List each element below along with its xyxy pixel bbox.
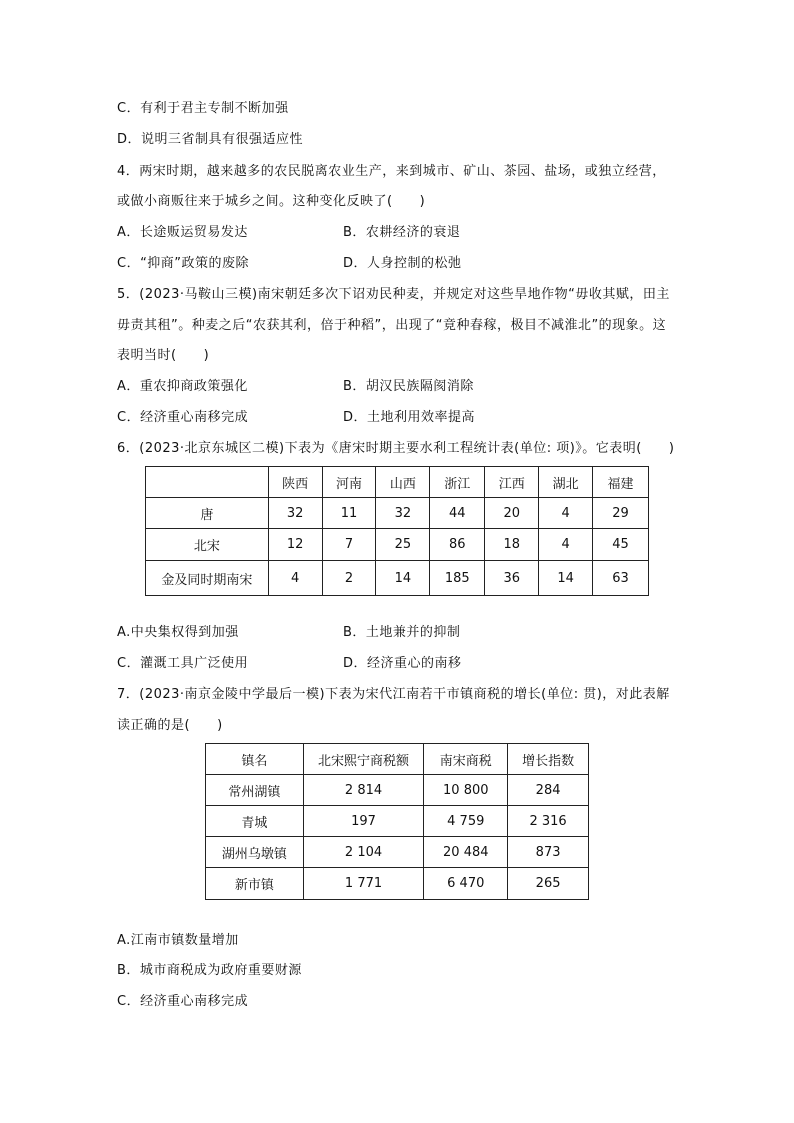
q6-cell: 32	[376, 498, 430, 529]
table-row	[146, 498, 649, 529]
q7-cell: 265	[508, 868, 589, 900]
q4-stem-line2: 或做小商贩往来于城乡之间。这种变化反映了( )	[117, 194, 426, 209]
q6-header-cell: 湖北	[539, 467, 593, 498]
q7-cell: 新市镇	[206, 868, 304, 900]
q6-header-cell: 福建	[593, 467, 649, 498]
q6-header-cell: 河南	[322, 467, 376, 498]
q6-cell: 2	[322, 561, 376, 596]
q6-cell: 北宋	[146, 529, 269, 561]
q7-table-header-row	[206, 744, 589, 775]
table-row	[146, 529, 649, 561]
q7-header-cell: 增长指数	[508, 744, 589, 775]
q6-cell: 7	[322, 529, 376, 561]
q5-stem-line3: 表明当时( )	[117, 348, 210, 363]
q6-cell: 14	[376, 561, 430, 596]
q4-option-d: D．人身控制的松弛	[343, 256, 462, 271]
q6-cell: 32	[268, 498, 322, 529]
q6-cell: 18	[485, 529, 539, 561]
q7-cell: 4 759	[424, 806, 508, 837]
q6-cell: 63	[593, 561, 649, 596]
q7-table	[205, 743, 589, 900]
table-row	[206, 868, 589, 900]
q6-cell: 4	[539, 529, 593, 561]
q5-stem-line1: 5．(2023·马鞍山三模)南宋朝廷多次下诏劝民种麦，并规定对这些旱地作物“毋收其赋，田主	[117, 287, 670, 302]
q6-option-a: A.中央集权得到加强	[117, 625, 239, 640]
q6-option-c: C．灌溉工具广泛使用	[117, 656, 249, 671]
q4-option-a: A．长途贩运贸易发达	[117, 225, 248, 240]
q7-option-a: A.江南市镇数量增加	[117, 933, 239, 948]
q7-cell: 2 104	[303, 837, 424, 868]
q5-option-d: D．土地利用效率提高	[343, 410, 476, 425]
q6-cell: 44	[430, 498, 485, 529]
q6-option-b: B．土地兼并的抑制	[343, 625, 461, 640]
q7-stem-line1: 7．(2023·南京金陵中学最后一模)下表为宋代江南若干市镇商税的增长(单位: 贯)，对此表解	[117, 687, 670, 702]
q7-cell: 10 800	[424, 775, 508, 806]
q6-cell: 45	[593, 529, 649, 561]
q6-cell: 12	[268, 529, 322, 561]
q6-header-cell	[146, 467, 269, 498]
table-row	[206, 775, 589, 806]
q7-stem-line2: 读正确的是( )	[117, 718, 223, 733]
q7-option-b: B．城市商税成为政府重要财源	[117, 963, 302, 978]
q4-option-b: B．农耕经济的衰退	[343, 225, 461, 240]
q6-cell: 金及同时期南宋	[146, 561, 269, 596]
q7-cell: 1 771	[303, 868, 424, 900]
q7-option-c: C．经济重心南移完成	[117, 994, 249, 1009]
q7-cell: 284	[508, 775, 589, 806]
q7-cell: 2 814	[303, 775, 424, 806]
q6-cell: 11	[322, 498, 376, 529]
q5-option-a: A．重农抑商政策强化	[117, 379, 248, 394]
q6-cell: 4	[539, 498, 593, 529]
q6-cell: 25	[376, 529, 430, 561]
q7-header-cell: 南宋商税	[424, 744, 508, 775]
q4-stem-line1: 4．两宋时期，越来越多的农民脱离农业生产，来到城市、矿山、茶园、盐场，或独立经营，	[117, 164, 666, 179]
q6-cell: 29	[593, 498, 649, 529]
q7-cell: 湖州乌墩镇	[206, 837, 304, 868]
q5-option-b: B．胡汉民族隔阂消除	[343, 379, 474, 394]
q6-header-cell: 陕西	[268, 467, 322, 498]
q7-cell: 2 316	[508, 806, 589, 837]
q7-cell: 青城	[206, 806, 304, 837]
q4-option-c: C．“抑商”政策的废除	[117, 256, 250, 271]
q5-option-c: C．经济重心南移完成	[117, 410, 249, 425]
q7-cell: 常州湖镇	[206, 775, 304, 806]
q5-stem-line2: 毋责其租”。种麦之后“农获其利，倍于种稻”，出现了“竟种春稼，极目不减淮北”的现象。这	[117, 318, 667, 333]
q7-cell: 6 470	[424, 868, 508, 900]
q6-header-cell: 山西	[376, 467, 430, 498]
q6-cell: 36	[485, 561, 539, 596]
q7-cell: 873	[508, 837, 589, 868]
q6-stem: 6．(2023·北京东城区二模)下表为《唐宋时期主要水利工程统计表(单位: 项)》。它表明( )	[117, 441, 675, 456]
q6-header-cell: 浙江	[430, 467, 485, 498]
q7-header-cell: 北宋熙宁商税额	[303, 744, 424, 775]
q6-cell: 86	[430, 529, 485, 561]
q7-cell: 20 484	[424, 837, 508, 868]
q6-cell: 唐	[146, 498, 269, 529]
table-row	[146, 561, 649, 596]
table-row	[206, 806, 589, 837]
table-row	[206, 837, 589, 868]
q6-option-d: D．经济重心的南移	[343, 656, 462, 671]
q6-table-header-row	[146, 467, 649, 498]
q7-cell: 197	[303, 806, 424, 837]
q6-table	[145, 466, 649, 596]
q6-cell: 20	[485, 498, 539, 529]
q3-option-d: D．说明三省制具有很强适应性	[117, 132, 304, 147]
q6-cell: 185	[430, 561, 485, 596]
q6-cell: 14	[539, 561, 593, 596]
q7-header-cell: 镇名	[206, 744, 304, 775]
q6-header-cell: 江西	[485, 467, 539, 498]
q6-cell: 4	[268, 561, 322, 596]
q3-option-c: C．有利于君主专制不断加强	[117, 101, 289, 116]
